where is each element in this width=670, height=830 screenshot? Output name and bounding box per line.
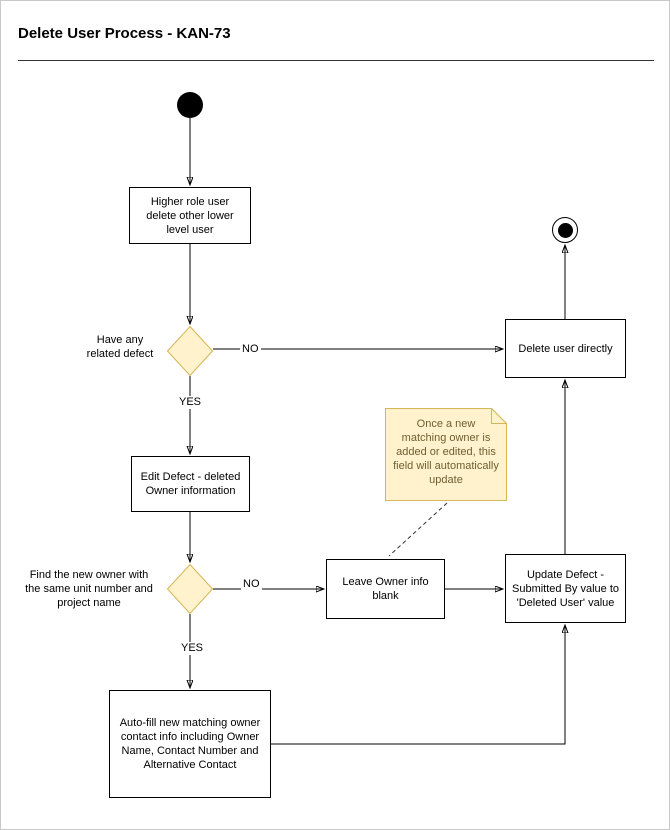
node-delete-user-directly: Delete user directly [505,319,626,378]
page-title: Delete User Process - KAN-73 [18,25,231,42]
start-node [177,92,203,118]
title-divider [18,60,654,61]
edge-label-yes-2: YES [181,642,204,654]
node-update-defect: Update Defect - Submitted By value to 'Deleted User' value [505,554,626,623]
sticky-note-text: Once a new matching owner is added or edited, this field will automatically update [393,418,499,486]
node-higher-role-delete: Higher role user delete other lower level user [129,187,251,244]
decision-related-defect-question: Have any related defect [86,334,154,360]
end-node [552,217,578,243]
decision-related-defect [167,326,213,376]
decision-diamond-shape [167,326,213,376]
node-edit-defect: Edit Defect - deleted Owner information [131,456,250,512]
connectors-layer [1,1,670,830]
decision-find-new-owner-question: Find the new owner with the same unit number and project name [25,569,153,609]
edge-autofill-to-update-defect [271,625,565,744]
end-node-inner-dot [558,223,573,238]
node-autofill-owner-info: Auto-fill new matching owner contact info including Owner Name, Contact Number and Alternative Contact [109,690,271,798]
decision-diamond-shape [167,564,213,614]
edge-label-yes-1: YES [179,396,202,408]
decision-find-new-owner [167,564,213,614]
edge-label-no-2: NO [243,578,260,590]
node-leave-owner-blank: Leave Owner info blank [326,559,445,619]
edge-label-no-1: NO [242,343,259,355]
edge-note-to-leave-blank [389,503,447,556]
sticky-note [385,408,507,501]
